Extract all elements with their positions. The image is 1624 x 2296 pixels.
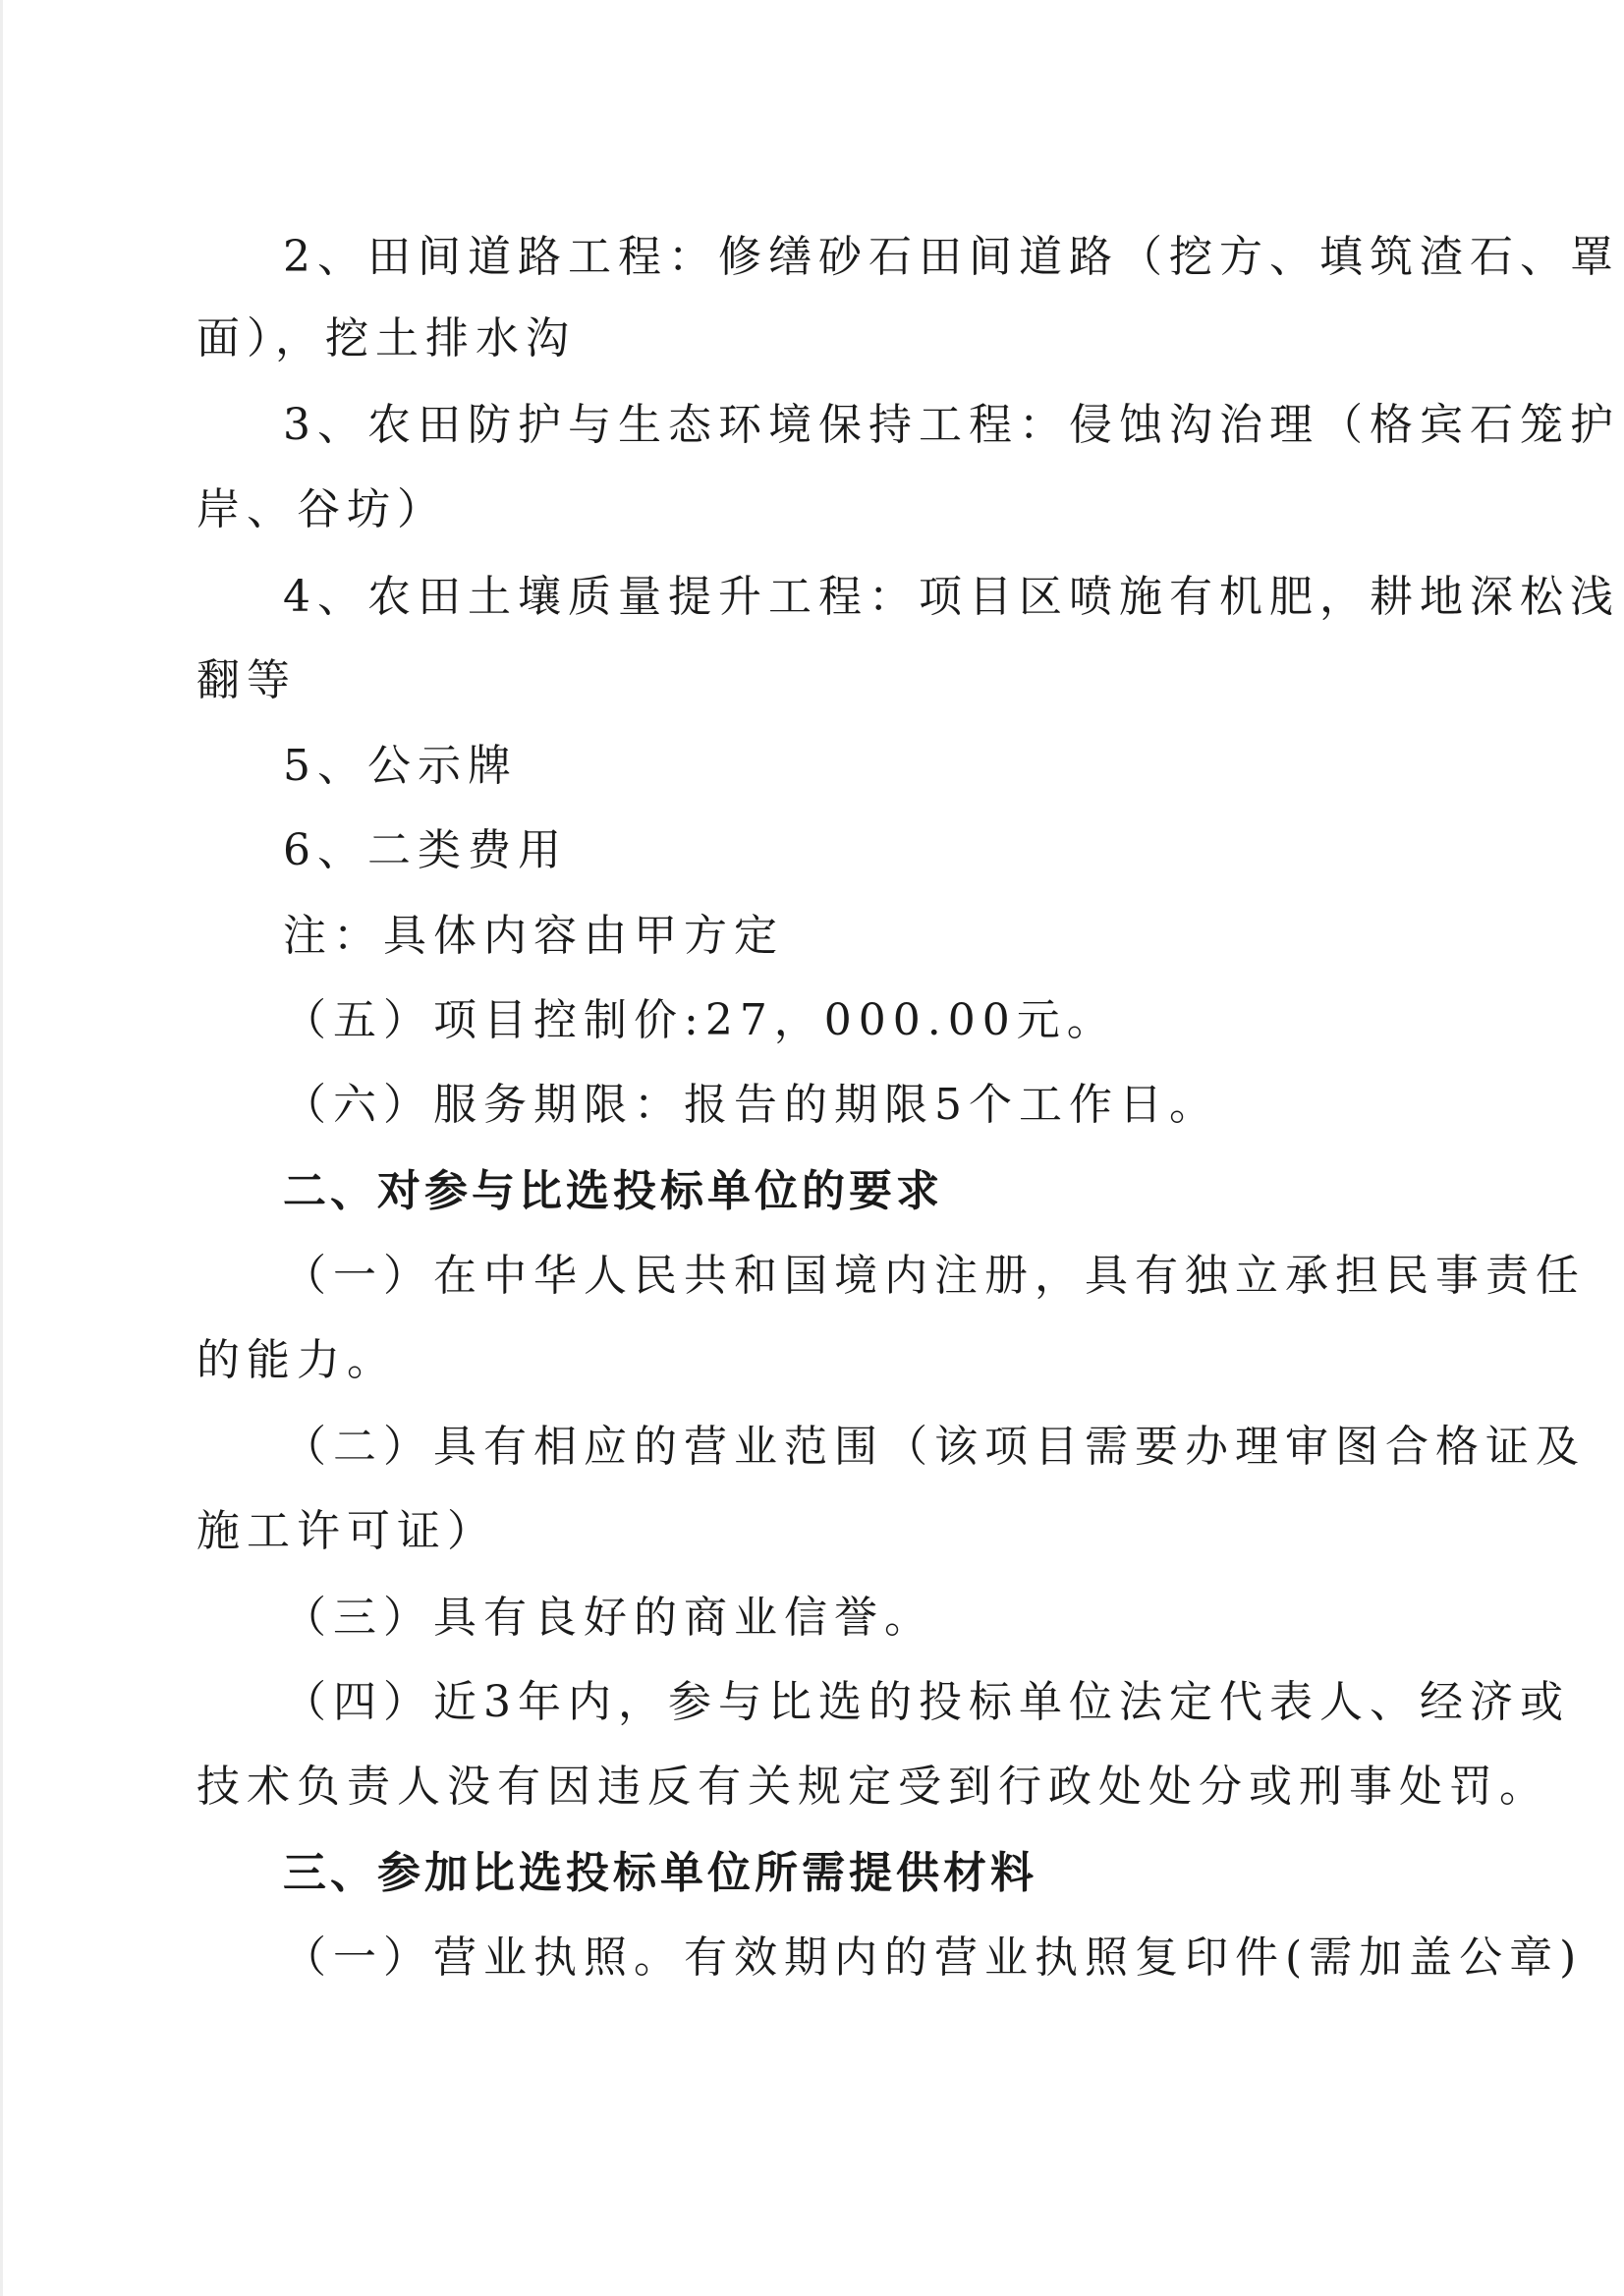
paragraph-requirement-3: （三）具有良好的商业信誉。 [283, 1593, 934, 1643]
paragraph-requirement-2: （二）具有相应的营业范围（该项目需要办理审图合格证及 [283, 1422, 1586, 1472]
paragraph-second-class-fees: 6、二类费用 [283, 825, 568, 875]
paragraph-soil-quality: 4、农田土壤质量提升工程：项目区喷施有机肥，耕地深松浅 [283, 572, 1620, 622]
paragraph-requirement-1-cont: 的能力。 [196, 1335, 397, 1385]
scan-edge [0, 0, 3, 2296]
paragraph-requirement-4-cont: 技术负责人没有因违反有关规定受到行政处处分或刑事处罚。 [196, 1762, 1549, 1812]
paragraph-business-license: （一）营业执照。有效期内的营业执照复印件(需加盖公章) [283, 1932, 1584, 1983]
paragraph-soil-quality-cont: 翻等 [196, 655, 297, 705]
paragraph-control-price: （五）项目控制价:27，000.00元。 [283, 995, 1117, 1045]
paragraph-road-engineering: 2、田间道路工程：修缮砂石田间道路（挖方、填筑渣石、罩 [283, 232, 1620, 282]
section-heading-requirements: 二、对参与比选投标单位的要求 [283, 1166, 943, 1216]
paragraph-signboard: 5、公示牌 [283, 741, 518, 791]
paragraph-requirement-2-cont: 施工许可证） [196, 1506, 497, 1556]
paragraph-road-engineering-cont: 面），挖土排水沟 [196, 313, 576, 364]
paragraph-requirement-1: （一）在中华人民共和国境内注册，具有独立承担民事责任 [283, 1251, 1586, 1301]
paragraph-farmland-protection-cont: 岸、谷坊） [196, 484, 447, 534]
paragraph-service-period: （六）服务期限：报告的期限5个工作日。 [283, 1080, 1219, 1130]
paragraph-requirement-4: （四）近3年内，参与比选的投标单位法定代表人、经济或 [283, 1677, 1570, 1727]
section-heading-materials: 三、参加比选投标单位所需提供材料 [283, 1848, 1037, 1898]
paragraph-farmland-protection: 3、农田防护与生态环境保持工程：侵蚀沟治理（格宾石笼护 [283, 400, 1620, 450]
paragraph-note: 注：具体内容由甲方定 [283, 911, 784, 961]
